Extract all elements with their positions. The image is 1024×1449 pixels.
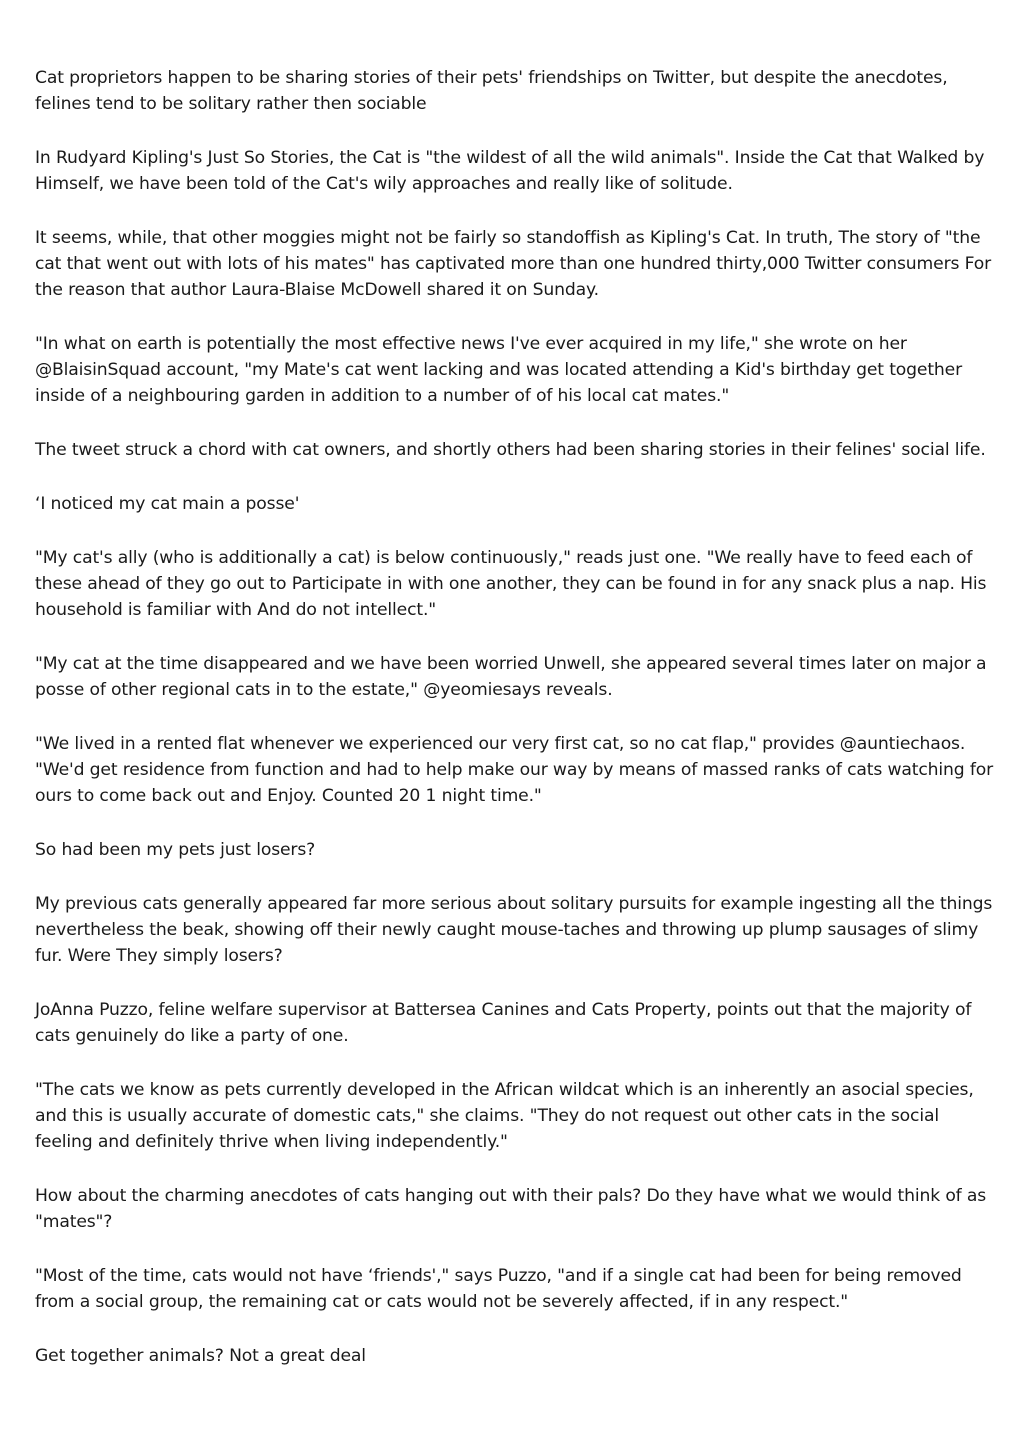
paragraph: In Rudyard Kipling's Just So Stories, the Cat is "the wildest of all the wild animals". Inside the Cat that Walked by Himself, we have been told of the Cat's wily approaches and really like of solitude. <box>35 148 985 194</box>
paragraph: "My cat's ally (who is additionally a cat) is below continuously," reads just one. "We really have to feed each of these ahead of they go out to Participate in with one another, they can be found in for any snack plus a nap. His household is familiar with And do not intellect." <box>35 548 987 620</box>
paragraph: How about the charming anecdotes of cats hanging out with their pals? Do they have what we would think of as "mates"? <box>35 1186 987 1232</box>
paragraph: "We lived in a rented flat whenever we experienced our very first cat, so no cat flap," provides @auntiechaos. "We'd get residence from function and had to help make our way by means of massed ranks of cats watching for ours to come back out and Enjoy. Counted 20 1 night time." <box>35 734 994 806</box>
paragraph: My previous cats generally appeared far more serious about solitary pursuits for example ingesting all the things nevertheless the beak, showing off their newly caught mouse-taches and throwing up plump sausages of slimy fur. Were They simply losers? <box>35 894 993 966</box>
paragraph: It seems, while, that other moggies might not be fairly so standoffish as Kipling's Cat. In truth, The story of "the cat that went out with lots of his mates" has captivated more than one hundred thirty,000 Twitter consumers For the reason that author Laura-Blaise McDowell shared it on Sunday. <box>35 228 992 300</box>
subheading: Get together animals? Not a great deal <box>35 1346 366 1366</box>
paragraph: "In what on earth is potentially the most effective news I've ever acquired in my life," she wrote on her @BlaisinSquad account, "my Mate's cat went lacking and was located attending a Kid's birthday get together inside of a neighbouring garden in addition to a number of of his local cat mates." <box>35 334 963 406</box>
paragraph: "Most of the time, cats would not have ‘friends'," says Puzzo, "and if a single cat had been for being removed from a social group, the remaining cat or cats would not be severely affected, if in any respect." <box>35 1266 962 1312</box>
paragraph: Cat proprietors happen to be sharing stories of their pets' friendships on Twitter, but despite the anecdotes, felines tend to be solitary rather then sociable <box>35 68 948 114</box>
paragraph: "The cats we know as pets currently developed in the African wildcat which is an inherently an asocial species, and this is usually accurate of domestic cats," she claims. "They do not request out other cats in the social feeling and definitely thrive when living independently." <box>35 1080 974 1152</box>
article-body <box>35 65 995 1397</box>
subheading: ‘I noticed my cat main a posse' <box>35 494 300 514</box>
paragraph: JoAnna Puzzo, feline welfare supervisor at Battersea Canines and Cats Property, points out that the majority of cats genuinely do like a party of one. <box>35 1000 972 1046</box>
paragraph: The tweet struck a chord with cat owners, and shortly others had been sharing stories in their felines' social life. <box>35 440 986 460</box>
paragraph: "My cat at the time disappeared and we have been worried Unwell, she appeared several times later on major a posse of other regional cats in to the estate," @yeomiesays reveals. <box>35 654 987 700</box>
subheading: So had been my pets just losers? <box>35 840 316 860</box>
